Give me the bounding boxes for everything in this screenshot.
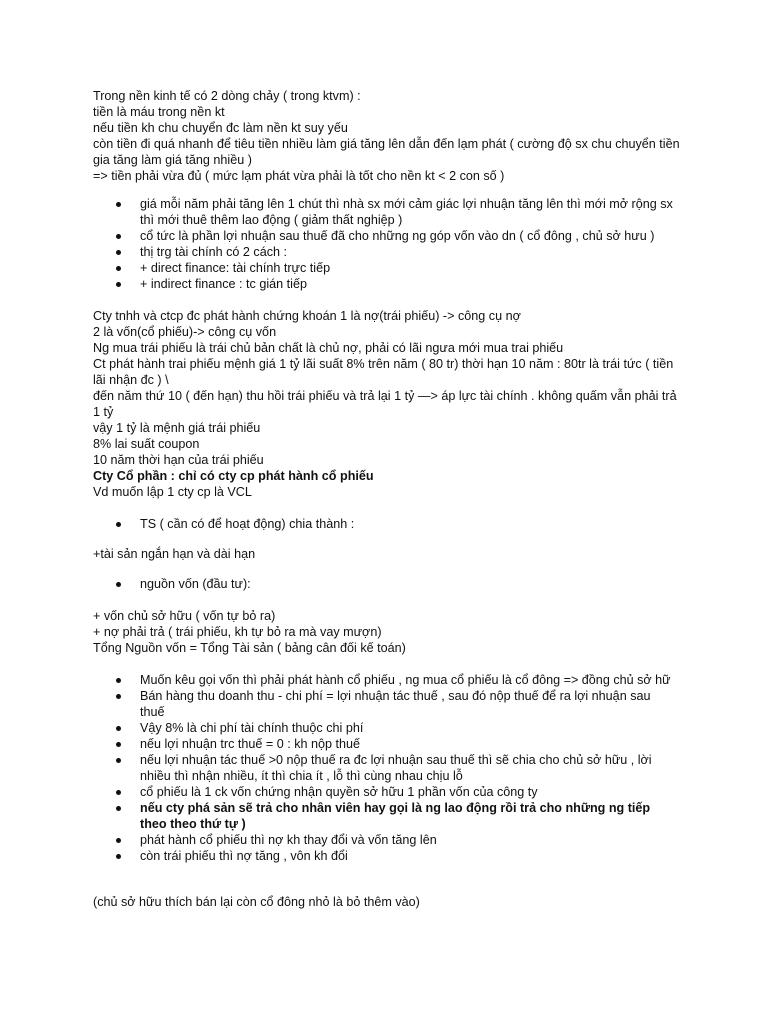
list-item: giá mỗi năm phải tăng lên 1 chút thì nhà sx mới cảm giác lợi nhuận tăng lên thì mới mở rộng sx thì mới thuê thêm lao động ( giảm thất nghiệp ) <box>116 196 676 228</box>
text-line: 8% lai suất coupon <box>93 437 200 451</box>
text-line: (chủ sở hữu thích bán lại còn cổ đông nhỏ là bỏ thêm vào) <box>93 895 420 909</box>
text-line: +tài sản ngắn hạn và dài hạn <box>93 547 256 561</box>
list-item: nếu lợi nhuận trc thuế = 0 : kh nộp thuế <box>116 736 676 752</box>
text-line: => tiền phải vừa đủ ( mức lạm phát vừa phải là tốt cho nền kt < 2 con số ) <box>93 169 505 183</box>
list-item: phát hành cổ phiếu thì nợ kh thay đổi và vốn tăng lên <box>116 832 676 848</box>
bond-paragraph <box>93 308 683 500</box>
text-line: Vd muốn lập 1 cty cp là VCL <box>93 485 252 499</box>
list-item: còn trái phiếu thì nợ tăng , vôn kh đổi <box>116 848 676 864</box>
text-line: Tổng Nguồn vốn = Tổng Tài sản ( bảng cân đối kế toán) <box>93 641 406 655</box>
text-line: nếu tiền kh chu chuyển đc làm nền kt suy yếu <box>93 121 348 135</box>
list-item: cổ phiếu là 1 ck vốn chứng nhận quyền sở hữu 1 phần vốn của công ty <box>116 784 676 800</box>
intro-paragraph <box>93 88 683 184</box>
bullet-list-2 <box>116 516 676 532</box>
text-line: còn tiền đi quá nhanh để tiêu tiền nhiều làm giá tăng lên dẫn đến lạm phát ( cường độ sx chu chuyển tiền gia tăng làm giá tăng nhiều ) <box>93 137 680 167</box>
text-line: Ng mua trái phiếu là trái chủ bản chất là chủ nợ, phải có lãi ngưa mới mua trai phiếu <box>93 341 564 355</box>
text-line: + nợ phải trả ( trái phiếu, kh tự bỏ ra mà vay mượn) <box>93 625 382 639</box>
list-item: nếu cty phá sản sẽ trả cho nhân viên hay gọi là ng lao động rồi trả cho những ng tiếp theo theo thứ tự ) <box>116 800 676 832</box>
bullet-list-1 <box>116 196 676 292</box>
list-item: + direct finance: tài chính trực tiếp <box>116 260 676 276</box>
text-line: Cty tnhh và ctcp đc phát hành chứng khoán 1 là nợ(trái phiếu) -> công cụ nợ <box>93 309 521 323</box>
list-item: nếu lợi nhuận tác thuế >0 nộp thuế ra đc lợi nhuận sau thuế thì sẽ chia cho chủ sở hữu , lời nhiều thì nhận nhiều, ít thì chia ít , lỗ thì cùng nhau chịu lỗ <box>116 752 676 784</box>
list-item: Muốn kêu gọi vốn thì phải phát hành cổ phiếu , ng mua cổ phiếu là cổ đông => đồng chủ sở hữ <box>116 672 676 688</box>
list-item: TS ( cần có để hoạt động) chia thành : <box>116 516 676 532</box>
bullet-list-4 <box>116 672 676 864</box>
text-line: Ct phát hành trai phiếu mệnh giá 1 tỷ lãi suất 8% trên năm ( 80 tr) thời hạn 10 năm : 80tr là trái tức ( tiền lãi nhận đc ) \ <box>93 357 674 387</box>
section-heading: Cty Cổ phần : chỉ có cty cp phát hành cổ phiếu <box>93 469 374 483</box>
list-item: nguồn vốn (đầu tư): <box>116 576 676 592</box>
list-item: Vậy 8% là chi phí tài chính thuộc chi phí <box>116 720 676 736</box>
bullet-list-3 <box>116 576 676 592</box>
text-line: Trong nền kinh tế có 2 dòng chảy ( trong ktvm) : <box>93 89 361 103</box>
asset-line <box>93 546 683 562</box>
closing-note <box>93 894 683 910</box>
text-line: đến năm thứ 10 ( đến hạn) thu hồi trái phiếu và trả lại 1 tỷ —> áp lực tài chính . không quấm vẫn phải trả 1 tỷ <box>93 389 677 419</box>
text-line: tiền là máu trong nền kt <box>93 105 225 119</box>
list-item: thị trg tài chính có 2 cách : <box>116 244 676 260</box>
list-item: cổ tức là phần lợi nhuận sau thuế đã cho những ng góp vốn vào dn ( cổ đông , chủ sở hưu ) <box>116 228 676 244</box>
text-line: vậy 1 tỷ là mệnh giá trái phiếu <box>93 421 261 435</box>
text-line: 10 năm thời hạn của trái phiếu <box>93 453 264 467</box>
capital-paragraph <box>93 608 683 656</box>
text-line: + vốn chủ sở hữu ( vốn tự bỏ ra) <box>93 609 276 623</box>
list-item: Bán hàng thu doanh thu - chi phí = lợi nhuận tác thuế , sau đó nộp thuế để ra lợi nhuận sau thuế <box>116 688 676 720</box>
list-item: + indirect finance : tc gián tiếp <box>116 276 676 292</box>
text-line: 2 là vốn(cổ phiếu)-> công cụ vốn <box>93 325 277 339</box>
